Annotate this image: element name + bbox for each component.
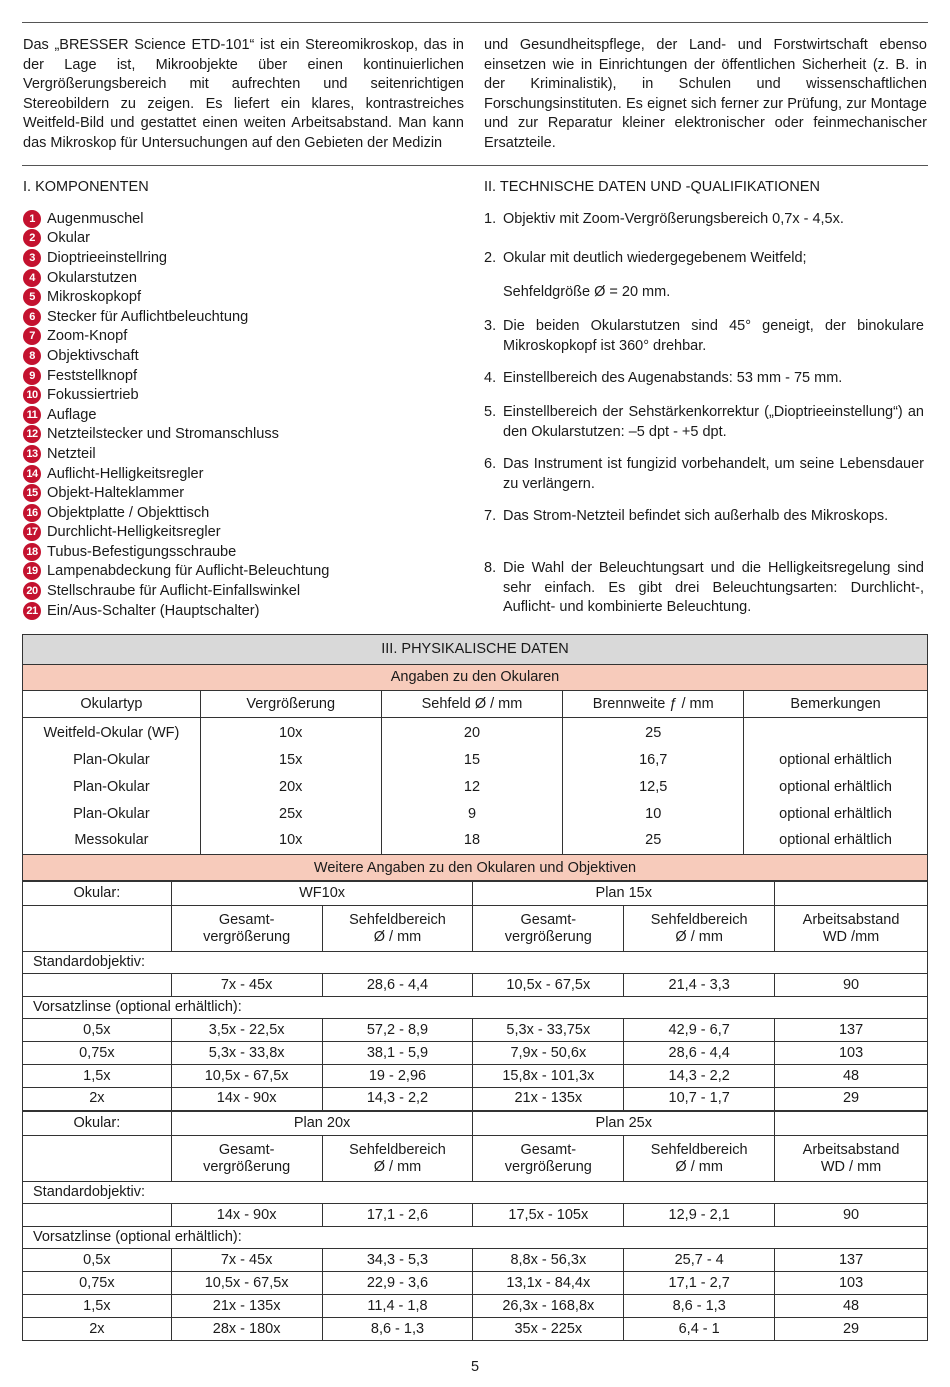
component-label: Stellschraube für Auflicht-Einfallswinkel — [47, 583, 301, 600]
combo-header-cell: Sehfeldbereich Ø / mm — [322, 1136, 473, 1182]
ocular-cell: 12,5 — [563, 774, 744, 801]
tech-item — [484, 403, 924, 442]
component-item — [23, 523, 329, 543]
tech-item-text: Okular mit deutlich wiedergegebenem Weitfeld; — [503, 250, 807, 266]
component-label: Durchlicht-Helligkeitsregler — [47, 524, 221, 541]
combo-cell: 10,5x - 67,5x — [171, 1065, 322, 1088]
combo-cell: 14,3 - 2,2 — [322, 1088, 473, 1111]
combo-cell: 137 — [775, 1019, 928, 1042]
component-label: Netzteilstecker und Stromanschluss — [47, 426, 279, 443]
component-item — [23, 503, 329, 523]
combo-cell: 17,1 - 2,6 — [322, 1204, 473, 1227]
component-label: Tubus-Befestigungsschraube — [47, 543, 237, 560]
component-item — [23, 268, 329, 288]
intro-right: und Gesundheitspflege, der Land- und Forstwirtschaft ebenso einsetzen wie in Einrichtungen der öffentlichen Sicherheit (z. B. in der Kriminalistik), in Schulen und wissenschaftlichen Forschungsinstituten. Es eignet sich ferner zur Prüfung, zur Montage und zur Reparatur kleiner elektronischer oder feinmechanischer Ersatzteile. — [484, 37, 927, 151]
combo-header-row — [23, 906, 928, 952]
combo-header-cell: Sehfeldbereich Ø / mm — [624, 906, 775, 952]
combo-header-cell: Arbeitsabstand WD /mm — [775, 906, 928, 952]
ocular-cell: 10x — [200, 828, 381, 855]
ocular-label: Okular: — [23, 1111, 172, 1136]
ocular-cell — [744, 718, 928, 747]
tech-item-number: 6. — [484, 456, 497, 472]
component-label: Okularstutzen — [47, 269, 138, 286]
combo-cell: 35x - 225x — [473, 1318, 624, 1341]
tech-item-number: 4. — [484, 370, 497, 386]
combo-cell: 48 — [775, 1065, 928, 1088]
component-item — [23, 327, 329, 347]
page-number: 5 — [470, 1359, 480, 1375]
combo-header-cell: Gesamt- vergrößerung — [171, 1136, 322, 1182]
component-item — [23, 209, 329, 229]
component-label: Lampenabdeckung für Auflicht-Beleuchtung — [47, 563, 330, 580]
component-label: Fokussiertrieb — [47, 387, 139, 404]
ocular-cell: optional erhältlich — [744, 774, 928, 801]
section-label-row — [23, 952, 928, 974]
component-number-badge: 5 — [23, 288, 41, 306]
ocular-cell: Messokular — [23, 828, 201, 855]
component-item — [23, 601, 329, 621]
table-row — [23, 1272, 928, 1295]
component-label: Auflage — [47, 406, 97, 423]
combo-cell: 19 - 2,96 — [322, 1065, 473, 1088]
component-item — [23, 229, 329, 249]
ocular-cell: Weitfeld-Okular (WF) — [23, 718, 201, 747]
combo-header-cell: Arbeitsabstand WD / mm — [775, 1136, 928, 1182]
combo-cell: 28x - 180x — [171, 1318, 322, 1341]
top-rule — [22, 22, 928, 23]
component-item — [23, 483, 329, 503]
component-number-badge: 12 — [23, 425, 41, 443]
tech-item-number: 2. — [484, 250, 497, 266]
combo-cell: 38,1 - 5,9 — [322, 1042, 473, 1065]
combo-cell: 2x — [23, 1318, 172, 1341]
combo-cell: 7x - 45x — [171, 974, 322, 997]
table-row — [23, 747, 928, 774]
combo-cell: 13,1x - 84,4x — [473, 1272, 624, 1295]
table-row — [23, 1042, 928, 1065]
ocular-cell: 16,7 — [563, 747, 744, 774]
combo-cell: 1,5x — [23, 1065, 172, 1088]
tech-item-number: 7. — [484, 508, 497, 524]
combo-cell: 14x - 90x — [171, 1088, 322, 1111]
component-label: Augenmuschel — [47, 210, 144, 227]
component-label: Feststellknopf — [47, 367, 138, 384]
combo-cell: 0,5x — [23, 1019, 172, 1042]
combo-cell: 21x - 135x — [171, 1295, 322, 1318]
combo-cell: 2x — [23, 1088, 172, 1111]
combo-cell: 3,5x - 22,5x — [171, 1019, 322, 1042]
component-item — [23, 405, 329, 425]
tech-item — [484, 369, 924, 389]
component-number-badge: 13 — [23, 445, 41, 463]
empty-cell — [775, 881, 928, 906]
ocular-header-cell: Sehfeld Ø / mm — [381, 691, 563, 718]
component-label: Ein/Aus-Schalter (Hauptschalter) — [47, 602, 260, 619]
tech-item — [484, 283, 924, 303]
ocular-header-cell: Brennweite ƒ / mm — [563, 691, 744, 718]
combo-cell: 26,3x - 168,8x — [473, 1295, 624, 1318]
component-number-badge: 11 — [23, 406, 41, 424]
combo-cell: 8,8x - 56,3x — [473, 1249, 624, 1272]
combo-cell: 14x - 90x — [171, 1204, 322, 1227]
table-row — [23, 774, 928, 801]
combo-cell: 10,5x - 67,5x — [473, 974, 624, 997]
table-row — [23, 1318, 928, 1341]
combo-header-cell: Sehfeldbereich Ø / mm — [322, 906, 473, 952]
combo-cell: 29 — [775, 1318, 928, 1341]
ocular-name-row — [23, 1111, 928, 1136]
table-row — [23, 718, 928, 747]
components-list — [23, 209, 329, 620]
component-number-badge: 10 — [23, 386, 41, 404]
component-label: Netzteil — [47, 445, 96, 462]
empty-cell — [23, 906, 172, 952]
component-number-badge: 4 — [23, 269, 41, 287]
component-number-badge: 16 — [23, 504, 41, 522]
combo-cell: 29 — [775, 1088, 928, 1111]
tech-item-number: 5. — [484, 404, 497, 420]
combo-cell: 0,5x — [23, 1249, 172, 1272]
ocular-header-row — [23, 691, 928, 718]
components-heading: I. KOMPONENTEN — [23, 179, 149, 195]
tech-item — [484, 249, 924, 269]
ocular-cell: Plan-Okular — [23, 774, 201, 801]
section-label-row — [23, 1227, 928, 1249]
combo-cell: 34,3 - 5,3 — [322, 1249, 473, 1272]
combo-cell: 12,9 - 2,1 — [624, 1204, 775, 1227]
ocular-cell: 12 — [381, 774, 563, 801]
ocular-a-name: WF10x — [171, 881, 473, 906]
combo-cell: 10,5x - 67,5x — [171, 1272, 322, 1295]
ocular-cell: 18 — [381, 828, 563, 855]
section-label-row — [23, 997, 928, 1019]
component-item — [23, 307, 329, 327]
component-label: Objekt-Halteklammer — [47, 485, 185, 502]
table-row — [23, 828, 928, 855]
component-item — [23, 366, 329, 386]
table-row — [23, 974, 928, 997]
ocular-cell: Plan-Okular — [23, 747, 201, 774]
component-label: Stecker für Auflichtbeleuchtung — [47, 308, 249, 325]
combo-body — [23, 881, 928, 1341]
ocular-table — [22, 634, 928, 882]
component-number-badge: 7 — [23, 327, 41, 345]
tech-item — [484, 559, 924, 618]
ocular-a-name: Plan 20x — [171, 1111, 473, 1136]
ocular-cell: 10 — [563, 801, 744, 828]
combo-cell: 137 — [775, 1249, 928, 1272]
combo-cell: 90 — [775, 974, 928, 997]
combo-cell: 21x - 135x — [473, 1088, 624, 1111]
empty-cell — [775, 1111, 928, 1136]
component-number-badge: 9 — [23, 367, 41, 385]
component-label: Objektplatte / Objekttisch — [47, 504, 210, 521]
tech-item-text: Einstellbereich des Augenabstands: 53 mm - 75 mm. — [503, 370, 843, 386]
combo-cell: 103 — [775, 1272, 928, 1295]
component-item — [23, 287, 329, 307]
ocular-cell: 15x — [200, 747, 381, 774]
component-item — [23, 248, 329, 268]
ocular-body — [23, 718, 928, 855]
component-number-badge: 19 — [23, 562, 41, 580]
component-number-badge: 20 — [23, 582, 41, 600]
component-label: Mikroskopkopf — [47, 289, 142, 306]
tech-item-text: Die Wahl der Beleuchtungsart und die Helligkeitsregelung sind sehr einfach. Es gibt drei Beleuchtungsarten: Durchlicht-, Auflicht- und kombinierte Beleuchtung. — [503, 560, 924, 616]
component-item — [23, 542, 329, 562]
table-row — [23, 1295, 928, 1318]
combo-cell: 48 — [775, 1295, 928, 1318]
combo-header-row — [23, 1136, 928, 1182]
combo-cell: 28,6 - 4,4 — [322, 974, 473, 997]
tech-item — [484, 455, 924, 494]
combo-cell: 8,6 - 1,3 — [624, 1295, 775, 1318]
combo-header-cell: Sehfeldbereich Ø / mm — [624, 1136, 775, 1182]
component-number-badge: 21 — [23, 602, 41, 620]
combo-cell: 15,8x - 101,3x — [473, 1065, 624, 1088]
ocular-b-name: Plan 15x — [473, 881, 775, 906]
component-number-badge: 1 — [23, 210, 41, 228]
component-item — [23, 444, 329, 464]
tech-heading: II. TECHNISCHE DATEN UND -QUALIFIKATIONEN — [484, 179, 820, 195]
combo-cell: 22,9 - 3,6 — [322, 1272, 473, 1295]
ocular-label: Okular: — [23, 881, 172, 906]
component-item — [23, 425, 329, 445]
component-number-badge: 14 — [23, 465, 41, 483]
section-label-row — [23, 1182, 928, 1204]
component-item — [23, 346, 329, 366]
intro-rule — [22, 165, 928, 166]
ocular-cell: Plan-Okular — [23, 801, 201, 828]
combo-cell: 10,7 - 1,7 — [624, 1088, 775, 1111]
component-label: Auflicht-Helligkeitsregler — [47, 465, 204, 482]
table-row — [23, 1088, 928, 1111]
component-label: Objektivschaft — [47, 347, 139, 364]
combo-cell: 0,75x — [23, 1042, 172, 1065]
combo-cell: 5,3x - 33,75x — [473, 1019, 624, 1042]
tech-item — [484, 210, 924, 230]
tech-item — [484, 317, 924, 356]
table-row — [23, 1065, 928, 1088]
tech-item-number: 1. — [484, 211, 497, 227]
combo-cell: 14,3 - 2,2 — [624, 1065, 775, 1088]
component-item — [23, 385, 329, 405]
combo-header-cell: Gesamt- vergrößerung — [473, 1136, 624, 1182]
combo-header-cell: Gesamt- vergrößerung — [473, 906, 624, 952]
intro-left: Das „BRESSER Science ETD-101“ ist ein Stereomikroskop, das in der Lage ist, Mikroobjekte über einen kontinuierlichen Vergrößerungsbereich mit aufrechten und seitenrichtigen Stereobildern zu zeigen. Es liefert ein klares, kontrastreiches Weitfeld-Bild und gestattet einen weiten Arbeitsabstand. Man kann das Mikroskop für Untersuchungen auf den Gebieten der Medizin — [23, 37, 464, 151]
ocular-header-cell: Okulartyp — [23, 691, 201, 718]
more-section-title: Weitere Angaben zu den Okularen und Objektiven — [23, 855, 928, 882]
ocular-cell: 20x — [200, 774, 381, 801]
empty-cell — [23, 1136, 172, 1182]
ocular-cell: 25 — [563, 828, 744, 855]
combo-cell: 11,4 - 1,8 — [322, 1295, 473, 1318]
component-label: Dioptrieeinstellring — [47, 249, 168, 266]
standard-objective-label: Standardobjektiv: — [23, 952, 928, 974]
ocular-cell: 20 — [381, 718, 563, 747]
component-number-badge: 3 — [23, 249, 41, 267]
table-row — [23, 801, 928, 828]
tech-item-text: Die beiden Okularstutzen sind 45° geneigt, der binokulare Mikroskopkopf ist 360° drehbar. — [503, 318, 924, 354]
empty-cell — [23, 1204, 172, 1227]
table-row — [23, 1019, 928, 1042]
tech-item-number: 3. — [484, 318, 497, 334]
ocular-cell: optional erhältlich — [744, 747, 928, 774]
ocular-cell: 10x — [200, 718, 381, 747]
empty-cell — [23, 974, 172, 997]
ocular-name-row — [23, 881, 928, 906]
auxiliary-lens-label: Vorsatzlinse (optional erhältlich): — [23, 997, 928, 1019]
component-number-badge: 18 — [23, 543, 41, 561]
combo-header-cell: Gesamt- vergrößerung — [171, 906, 322, 952]
ocular-cell: 25 — [563, 718, 744, 747]
ocular-b-name: Plan 25x — [473, 1111, 775, 1136]
tech-item-text: Das Instrument ist fungizid vorbehandelt, um seine Lebensdauer zu verlängern. — [503, 456, 924, 492]
component-number-badge: 17 — [23, 523, 41, 541]
combo-cell: 28,6 - 4,4 — [624, 1042, 775, 1065]
tech-item-text: Sehfeldgröße Ø = 20 mm. — [503, 284, 671, 300]
combo-cell: 0,75x — [23, 1272, 172, 1295]
combo-cell: 42,9 - 6,7 — [624, 1019, 775, 1042]
combo-cell: 90 — [775, 1204, 928, 1227]
combo-cell: 17,5x - 105x — [473, 1204, 624, 1227]
ocular-cell: 9 — [381, 801, 563, 828]
combo-cell: 6,4 - 1 — [624, 1318, 775, 1341]
component-number-badge: 15 — [23, 484, 41, 502]
physical-title: III. PHYSIKALISCHE DATEN — [23, 635, 928, 665]
combo-cell: 7x - 45x — [171, 1249, 322, 1272]
ocular-cell: 25x — [200, 801, 381, 828]
table-row — [23, 1249, 928, 1272]
tech-item-text: Objektiv mit Zoom-Vergrößerungsbereich 0,7x - 4,5x. — [503, 211, 844, 227]
ocular-cell: optional erhältlich — [744, 828, 928, 855]
combo-cell: 5,3x - 33,8x — [171, 1042, 322, 1065]
ocular-section-title: Angaben zu den Okularen — [23, 665, 928, 691]
component-item — [23, 581, 329, 601]
tech-item-text: Einstellbereich der Sehstärkenkorrektur („Dioptrieeinstellung“) an den Okularstutzen: –5 dpt - +5 dpt. — [503, 404, 924, 440]
component-number-badge: 6 — [23, 308, 41, 326]
combo-cell: 1,5x — [23, 1295, 172, 1318]
combo-table — [22, 880, 928, 1341]
ocular-header-cell: Bemerkungen — [744, 691, 928, 718]
standard-objective-label: Standardobjektiv: — [23, 1182, 928, 1204]
combo-cell: 57,2 - 8,9 — [322, 1019, 473, 1042]
ocular-cell: optional erhältlich — [744, 801, 928, 828]
ocular-header-cell: Vergrößerung — [200, 691, 381, 718]
ocular-cell: 15 — [381, 747, 563, 774]
component-item — [23, 562, 329, 582]
auxiliary-lens-label: Vorsatzlinse (optional erhältlich): — [23, 1227, 928, 1249]
component-item — [23, 464, 329, 484]
component-label: Okular — [47, 230, 90, 247]
tech-item-number: 8. — [484, 560, 497, 576]
table-row — [23, 1204, 928, 1227]
component-number-badge: 2 — [23, 229, 41, 247]
tech-item-text: Das Strom-Netzteil befindet sich außerhalb des Mikroskops. — [503, 508, 889, 524]
combo-cell: 103 — [775, 1042, 928, 1065]
combo-cell: 21,4 - 3,3 — [624, 974, 775, 997]
combo-cell: 8,6 - 1,3 — [322, 1318, 473, 1341]
combo-cell: 25,7 - 4 — [624, 1249, 775, 1272]
combo-cell: 7,9x - 50,6x — [473, 1042, 624, 1065]
tech-item — [484, 507, 924, 527]
component-number-badge: 8 — [23, 347, 41, 365]
component-label: Zoom-Knopf — [47, 328, 128, 345]
combo-cell: 17,1 - 2,7 — [624, 1272, 775, 1295]
